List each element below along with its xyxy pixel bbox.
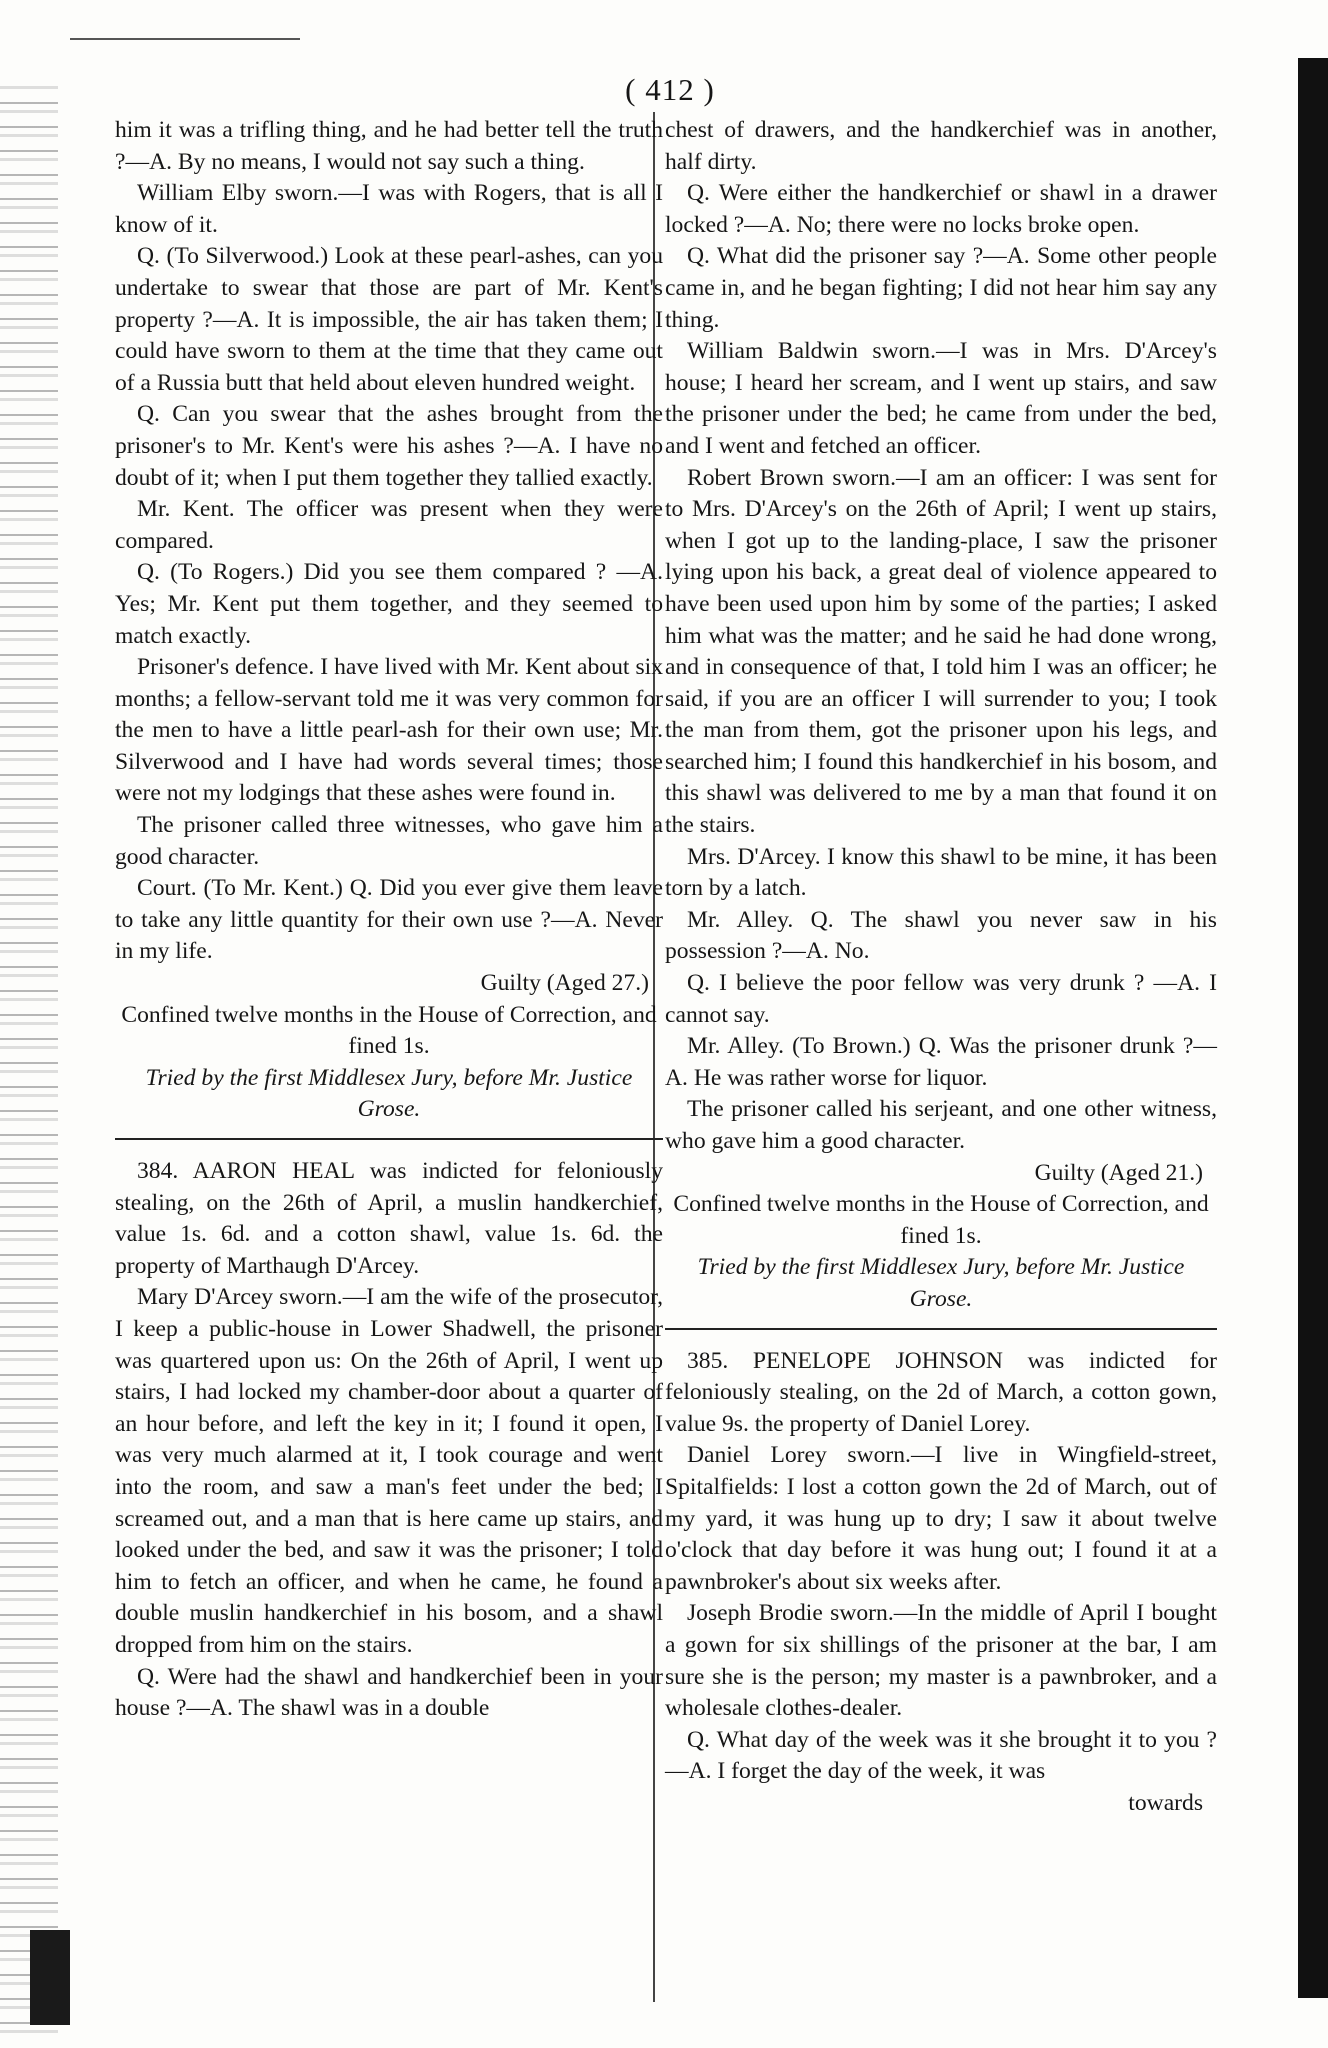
paragraph: Confined twelve months in the House of Correction, and fined 1s. [121, 1001, 657, 1060]
left-column [115, 115, 663, 1725]
header-rule [70, 38, 300, 40]
paragraph: Guilty (Aged 27.) [480, 970, 649, 997]
paragraph: Q. (To Rogers.) Did you see them compared ? —A. Yes; Mr. Kent put them together, and they seemed to match exactly. [115, 559, 663, 649]
paragraph: Mr. Alley. Q. The shawl you never saw in his possession ?—A. No. [665, 906, 1217, 965]
paragraph: chest of drawers, and the handkerchief was in another, half dirty. [665, 117, 1217, 175]
paragraph: Mrs. D'Arcey. I know this shawl to be mine, it has been torn by a latch. [665, 843, 1217, 902]
page-number: ( 412 ) [625, 72, 715, 107]
paragraph: Q. I believe the poor fellow was very drunk ? —A. I cannot say. [665, 970, 1217, 1028]
paragraph: him it was a trifling thing, and he had better tell the truth ?—A. By no means, I would not say such a thing. [115, 117, 663, 175]
paragraph: The prisoner called three witnesses, who gave him a good character. [115, 812, 663, 870]
paragraph: Guilty (Aged 21.) [1034, 1159, 1203, 1186]
paragraph: Q. Were had the shawl and handkerchief been in your house ?—A. The shawl was in a double [115, 1663, 663, 1722]
binding-spine [30, 1930, 70, 2025]
paragraph: The prisoner called his serjeant, and one other witness, who gave him a good character. [665, 1096, 1217, 1154]
paragraph: towards [1128, 1789, 1203, 1816]
paragraph: Joseph Brodie sworn.—In the middle of April I bought a gown for six shillings of the prisoner at the bar, I am sure she is the person; my master is a pawnbroker, and a wholesale clothes-dealer. [665, 1600, 1217, 1722]
binding-shadow [0, 80, 58, 2040]
paragraph: Mary D'Arcey sworn.—I am the wife of the prosecutor, I keep a public-house in Lower Shadwell, the prisoner was quartered upon us: On the 26th of April, I went up stairs, I had locked my chamber-door about a quarter of an hour before, and left the key in it; I found it open, I was very much alarmed at it, I took courage and went into the room, and saw a man's feet under the bed; I screamed out, and a man that is here came up stairs, and looked under the bed, and saw it was the prisoner; I told him to fetch an officer, and when he came, he found a double muslin handkerchief in his bosom, and a shawl dropped from him on the stairs. [115, 1284, 663, 1658]
paragraph: Tried by the first Middlesex Jury, before Mr. Justice Grose. [145, 1064, 633, 1123]
paragraph: Q. Were either the handkerchief or shawl in a drawer locked ?—A. No; there were no locks broke open. [665, 180, 1217, 238]
section-rule [665, 1328, 1217, 1330]
paragraph: Q. What day of the week was it she brought it to you ?—A. I forget the day of the week, it was [665, 1726, 1217, 1785]
paragraph: Court. (To Mr. Kent.) Q. Did you ever give them leave to take any little quantity for their own use ?—A. Never in my life. [115, 875, 663, 965]
paragraph: Mr. Kent. The officer was present when they were compared. [115, 496, 663, 554]
paragraph: Q. Can you swear that the ashes brought from the prisoner's to Mr. Kent's were his ashes ?—A. I have no doubt of it; when I put them together they tallied exactly. [115, 401, 663, 491]
paragraph: Mr. Alley. (To Brown.) Q. Was the prisoner drunk ?—A. He was rather worse for liquor. [665, 1033, 1217, 1091]
paragraph: Daniel Lorey sworn.—I live in Wingfield-street, Spitalfields: I lost a cotton gown the 2d of March, out of my yard, it was hung up to dry; I saw it about twelve o'clock that day before it was hung out; I found it at a pawnbroker's about six weeks after. [665, 1442, 1217, 1595]
paragraph: Q. What did the prisoner say ?—A. Some other people came in, and he began fighting; I did not hear him say any thing. [665, 243, 1217, 333]
paragraph: 385. PENELOPE JOHNSON was indicted for feloniously stealing, on the 2d of March, a cotton gown, value 9s. the property of Daniel Lorey. [665, 1347, 1217, 1437]
paragraph: Tried by the first Middlesex Jury, before Mr. Justice Grose. [697, 1254, 1185, 1312]
paragraph: Prisoner's defence. I have lived with Mr. Kent about six months; a fellow-servant told me it was very common for the men to have a little pearl-ash for their own use; Mr. Silverwood and I have had words several times; those were not my lodgings that these ashes were found in. [115, 654, 663, 807]
paragraph: Q. (To Silverwood.) Look at these pearl-ashes, can you undertake to swear that those are part of Mr. Kent's property ?—A. It is impossible, the air has taken them; I could have sworn to them at the time that they came out of a Russia butt that held about eleven hundred weight. [115, 243, 663, 396]
paragraph: 384. AARON HEAL was indicted for feloniously stealing, on the 26th of April, a muslin handkerchief, value 1s. 6d. and a cotton shawl, value 1s. 6d. the property of Marthaugh D'Arcey. [115, 1158, 663, 1279]
page-edge [1298, 58, 1328, 1998]
paragraph: Confined twelve months in the House of Correction, and fined 1s. [673, 1191, 1209, 1249]
paragraph: Robert Brown sworn.—I am an officer: I was sent for to Mrs. D'Arcey's on the 26th of April; I went up stairs, when I got up to the landing-place, I saw the prisoner lying upon his back, a great deal of violence appeared to have been used upon him by some of the parties; I asked him what was the matter; and he said he had done wrong, and in consequence of that, I told him I was an officer; he said, if you are an officer I will surrender to you; I took the man from them, got the prisoner upon his legs, and searched him; I found this handkerchief in his bosom, and this shawl was delivered to me by a man that found it on the stairs. [665, 464, 1217, 839]
paragraph: William Baldwin sworn.—I was in Mrs. D'Arcey's house; I heard her scream, and I went up stairs, and saw the prisoner under the bed; he came from under the bed, and I went and fetched an officer. [665, 338, 1217, 459]
right-column [665, 115, 1217, 1819]
paragraph: William Elby sworn.—I was with Rogers, that is all I know of it. [115, 180, 663, 238]
section-rule [115, 1138, 663, 1140]
